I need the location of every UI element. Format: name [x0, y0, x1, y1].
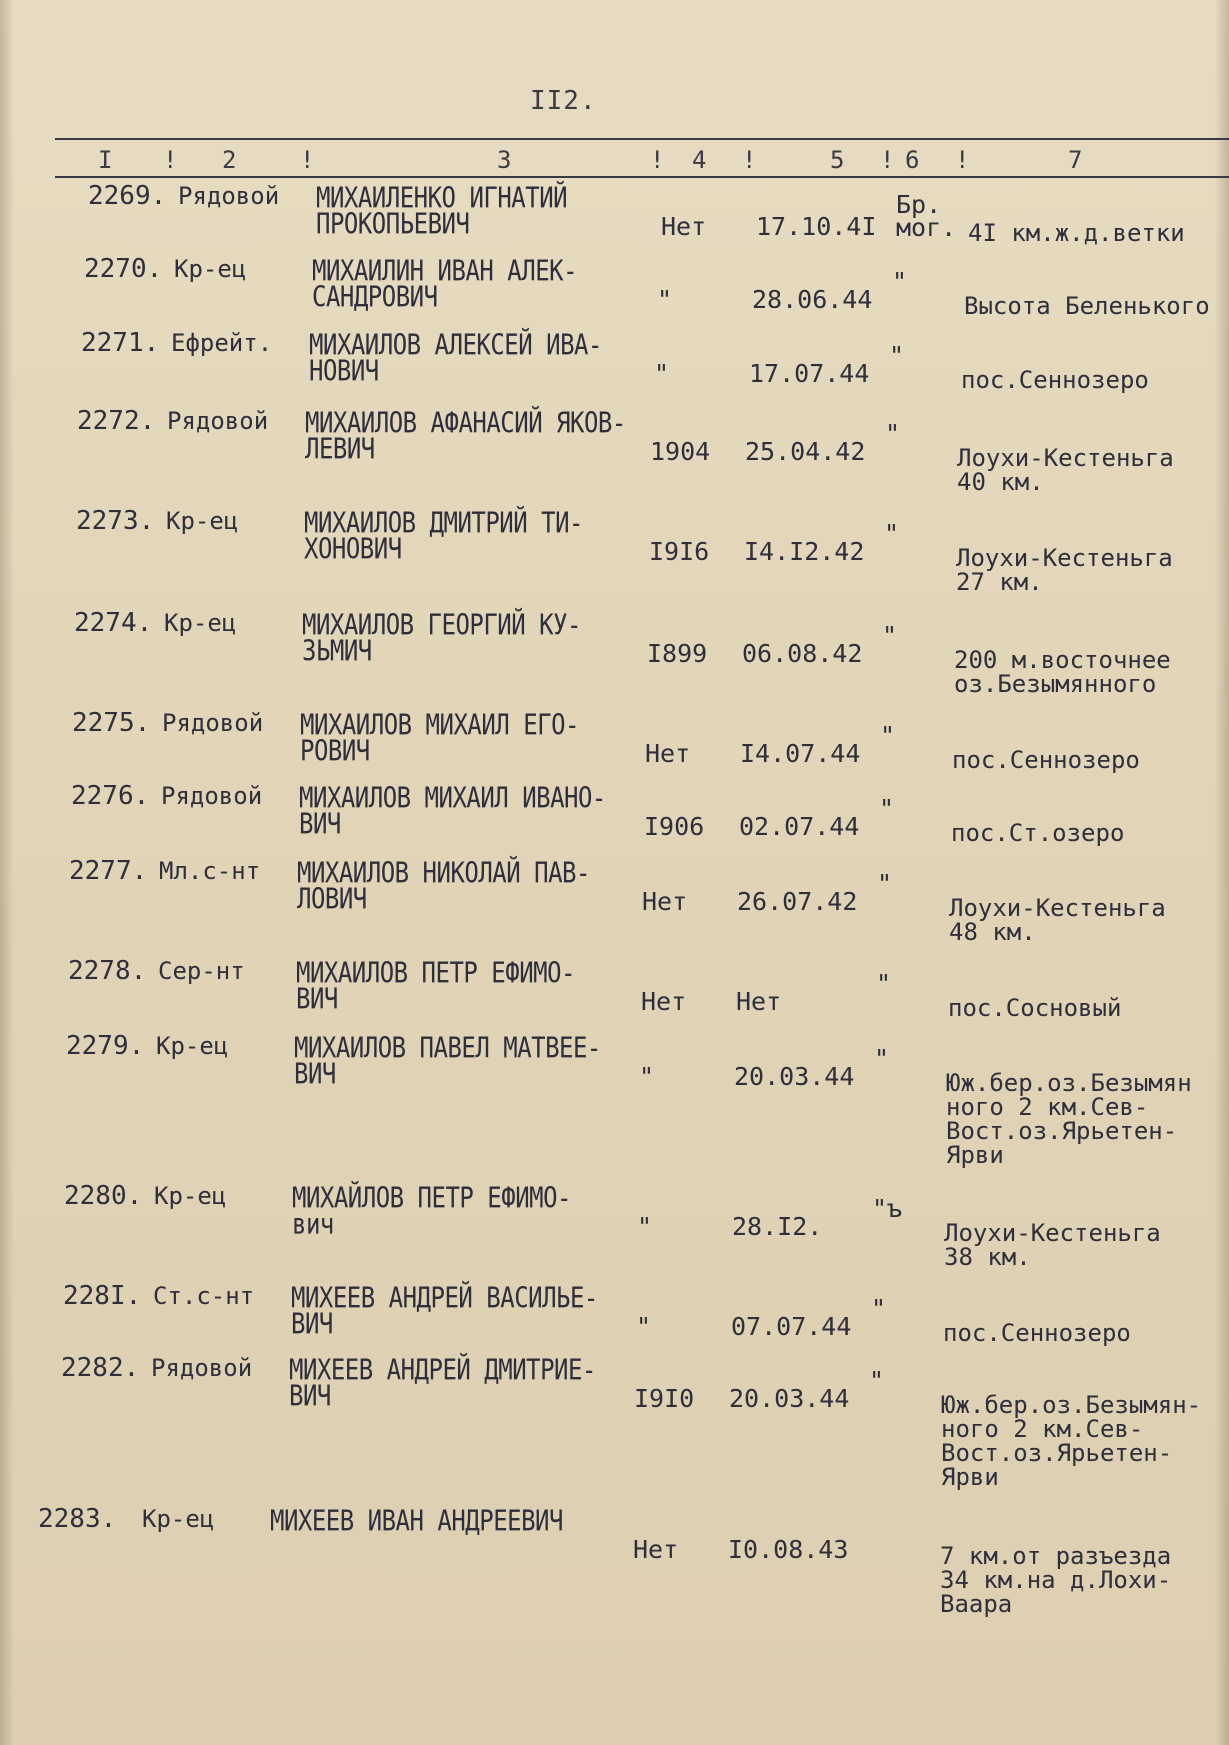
- record-date: 26.07.42: [737, 887, 858, 916]
- record-name: МИХАИЛОВ АЛЕКСЕЙ ИВА- НОВИЧ: [309, 328, 602, 388]
- record-rank: Ст.с-нт: [153, 1282, 255, 1310]
- record-num: 2280.: [64, 1181, 143, 1211]
- record-place: 200 м.восточнее оз.Безымянного: [954, 646, 1171, 698]
- page-edge-right: [1215, 0, 1229, 1745]
- record-year: I899: [647, 639, 708, 668]
- record-name: МИХАИЛОВ АФАНАСИЙ ЯКОВ- ЛЕВИЧ: [305, 406, 626, 466]
- record-year: Нет: [661, 212, 707, 241]
- record-year: Нет: [633, 1535, 679, 1564]
- record-place: пос.Сеннозеро: [961, 366, 1149, 394]
- column-separator: !: [955, 146, 970, 174]
- record-rank: Кр-ец: [166, 507, 239, 535]
- record-name: МИХАИЛИН ИВАН АЛЕК- САНДРОВИЧ: [312, 254, 578, 314]
- record-year: I906: [644, 812, 705, 841]
- record-burial: ": [889, 341, 905, 370]
- record-num: 2279.: [66, 1031, 145, 1061]
- record-date: 28.I2.: [732, 1212, 823, 1241]
- record-place: 7 км.от разъезда 34 км.на д.Лохи- Ваара: [940, 1542, 1172, 1618]
- record-burial: ": [874, 1044, 890, 1073]
- record-burial: ": [876, 969, 892, 998]
- record-date: 17.10.4I: [756, 212, 877, 241]
- record-place: Высота Беленького: [964, 292, 1210, 320]
- page-edge-left: [0, 0, 14, 1745]
- record-name: МИХАЙЛОВ ПЕТР ЕФИМО- вич: [292, 1181, 571, 1241]
- record-date: I0.08.43: [728, 1535, 849, 1564]
- record-date: 25.04.42: [745, 437, 866, 466]
- record-place: пос.Сеннозеро: [952, 746, 1140, 774]
- record-rank: Кр-ец: [174, 255, 247, 283]
- record-name: МИХЕЕВ АНДРЕЙ ВАСИЛЬЕ- ВИЧ: [291, 1281, 598, 1341]
- column-separator: !: [163, 146, 178, 174]
- record-place: Юж.бер.оз.Безымян- ного 2 км.Сев- Вост.оз.Ярьетен- Ярви: [941, 1391, 1202, 1491]
- record-burial: ": [880, 721, 896, 750]
- column-header-5: 5: [830, 146, 845, 174]
- record-date: Нет: [736, 987, 782, 1016]
- record-num: 2283.: [38, 1504, 117, 1534]
- column-separator: !: [300, 146, 315, 174]
- record-place: пос.Сеннозеро: [943, 1319, 1131, 1347]
- record-date: 28.06.44: [752, 285, 873, 314]
- record-burial: ": [877, 869, 893, 898]
- column-separator: !: [742, 146, 757, 174]
- record-year: 1904: [650, 437, 711, 466]
- record-num: 2272.: [77, 406, 156, 436]
- record-place: Лоухи-Кестеньга 48 км.: [949, 894, 1166, 946]
- record-num: 2270.: [84, 254, 163, 284]
- record-date: I4.07.44: [740, 739, 861, 768]
- record-num: 2273.: [76, 506, 155, 536]
- record-name: МИХАИЛОВ МИХАИЛ ЕГО- РОВИЧ: [300, 708, 579, 768]
- column-header-1: I: [98, 146, 113, 174]
- record-year: ": [657, 285, 673, 314]
- record-num: 228I.: [63, 1281, 142, 1311]
- record-place: 4I км.ж.д.ветки: [968, 219, 1185, 247]
- record-date: I4.I2.42: [744, 537, 865, 566]
- record-date: 17.07.44: [749, 359, 870, 388]
- column-header-2: 2: [222, 146, 237, 174]
- record-name: МИХАИЛЕНКО ИГНАТИЙ ПРОКОПЬЕВИЧ: [316, 181, 568, 241]
- record-rank: Кр-ец: [154, 1182, 227, 1210]
- header-rule-bottom: [55, 176, 1229, 178]
- record-year: Нет: [642, 887, 688, 916]
- record-num: 2271.: [81, 328, 160, 358]
- page-number: II2.: [530, 86, 597, 116]
- record-place: Лоухи-Кестеньга 27 км.: [956, 544, 1173, 596]
- record-burial: ": [885, 419, 901, 448]
- record-num: 2277.: [69, 856, 148, 886]
- record-date: 07.07.44: [731, 1312, 852, 1341]
- record-year: Нет: [641, 987, 687, 1016]
- header-rule-top: [55, 138, 1229, 140]
- record-year: I9I0: [634, 1384, 695, 1413]
- record-name: МИХАИЛОВ МИХАИЛ ИВАНО- ВИЧ: [299, 781, 606, 841]
- record-rank: Рядовой: [167, 407, 269, 435]
- record-burial: ": [871, 1294, 887, 1323]
- record-burial: "ъ: [872, 1194, 903, 1223]
- record-year: ": [639, 1062, 655, 1091]
- record-rank: Кр-ец: [142, 1505, 215, 1533]
- record-name: МИХАИЛОВ ДМИТРИЙ ТИ- ХОНОВИЧ: [304, 506, 583, 566]
- record-burial: ": [879, 794, 895, 823]
- record-place: пос.Ст.озеро: [951, 819, 1125, 847]
- column-separator: !: [880, 146, 895, 174]
- record-rank: Рядовой: [178, 182, 280, 210]
- column-header-3: 3: [497, 146, 512, 174]
- record-year: ": [636, 1312, 652, 1341]
- record-rank: Рядовой: [161, 782, 263, 810]
- record-burial: Бр. мог.: [896, 190, 957, 242]
- record-burial: ": [884, 519, 900, 548]
- record-date: 20.03.44: [729, 1384, 850, 1413]
- record-num: 2269.: [88, 181, 167, 211]
- record-rank: Сер-нт: [158, 957, 245, 985]
- record-rank: Рядовой: [162, 709, 264, 737]
- record-name: МИХАИЛОВ ГЕОРГИЙ КУ- ЗЬМИЧ: [302, 608, 581, 668]
- record-name: МИХАИЛОВ ПАВЕЛ МАТВЕЕ- ВИЧ: [294, 1031, 601, 1091]
- record-name: МИХАИЛОВ НИКОЛАЙ ПАВ- ЛОВИЧ: [297, 856, 590, 916]
- record-year: ": [637, 1212, 653, 1241]
- record-num: 2274.: [74, 608, 153, 638]
- record-burial: ": [869, 1366, 885, 1395]
- record-num: 2276.: [71, 781, 150, 811]
- record-date: 20.03.44: [734, 1062, 855, 1091]
- record-rank: Кр-ец: [164, 609, 237, 637]
- record-name: МИХЕЕВ АНДРЕЙ ДМИТРИЕ- ВИЧ: [289, 1353, 596, 1413]
- record-num: 2278.: [68, 956, 147, 986]
- record-date: 06.08.42: [742, 639, 863, 668]
- record-name: МИХАИЛОВ ПЕТР ЕФИМО- ВИЧ: [296, 956, 575, 1016]
- record-place: Лоухи-Кестеньга 38 км.: [944, 1219, 1161, 1271]
- record-burial: ": [892, 267, 908, 296]
- record-num: 2275.: [72, 708, 151, 738]
- record-rank: Рядовой: [151, 1354, 253, 1382]
- record-rank: Мл.с-нт: [159, 857, 261, 885]
- record-name: МИХЕЕВ ИВАН АНДРЕЕВИЧ: [270, 1504, 563, 1538]
- record-rank: Кр-ец: [156, 1032, 229, 1060]
- record-year: ": [654, 359, 670, 388]
- record-rank: Ефрейт.: [171, 329, 273, 357]
- column-header-7: 7: [1068, 146, 1083, 174]
- record-date: 02.07.44: [739, 812, 860, 841]
- record-year: Нет: [645, 739, 691, 768]
- record-year: I9I6: [649, 537, 710, 566]
- column-header-6: 6: [905, 146, 920, 174]
- record-num: 2282.: [61, 1353, 140, 1383]
- record-place: пос.Сосновый: [948, 994, 1122, 1022]
- record-place: Юж.бер.оз.Безымян ного 2 км.Сев- Вост.оз.Ярьетен- Ярви: [946, 1069, 1192, 1169]
- record-burial: ": [882, 621, 898, 650]
- record-place: Лоухи-Кестеньга 40 км.: [957, 444, 1174, 496]
- column-header-4: 4: [692, 146, 707, 174]
- column-separator: !: [650, 146, 665, 174]
